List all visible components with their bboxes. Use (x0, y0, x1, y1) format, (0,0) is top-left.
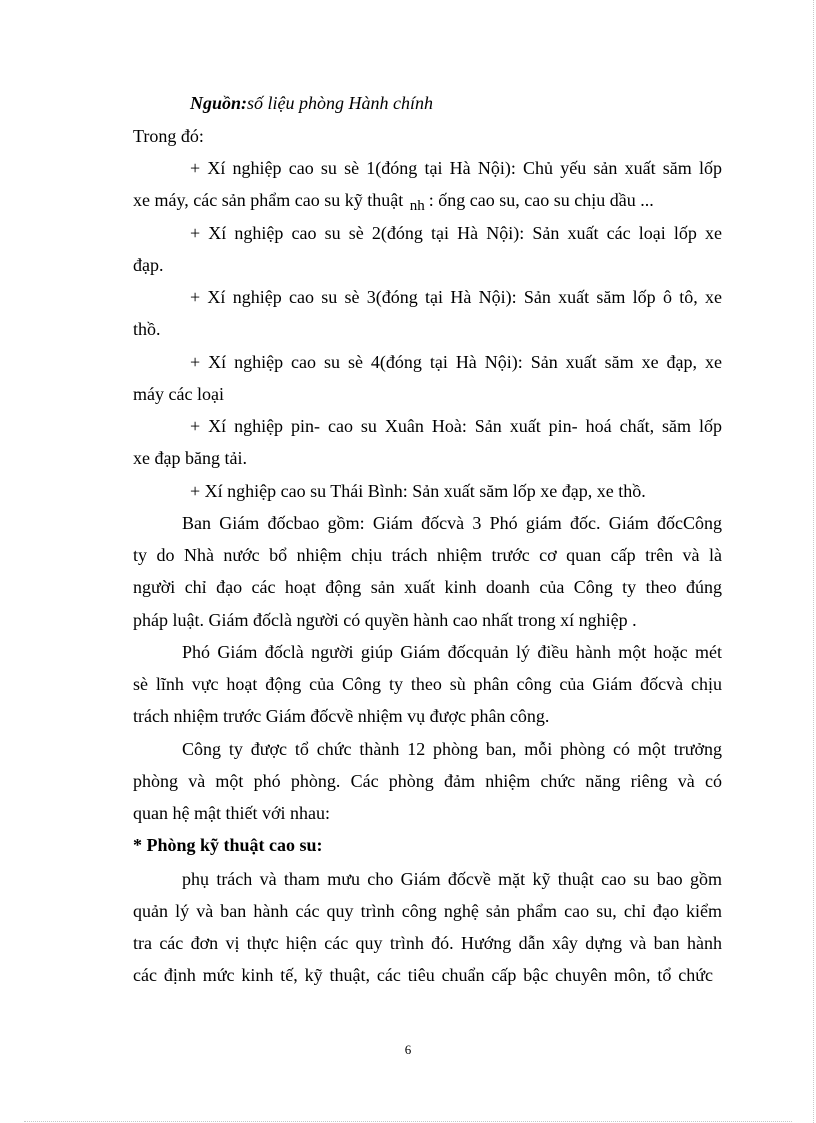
text-line: + Xí nghiệp cao su sè 3(đóng tại Hà Nội): Sản xuất săm lốp ô tô, xe (190, 287, 722, 307)
page-border-right (813, 0, 814, 1123)
text-line: + Xí nghiệp cao su sè 1(đóng tại Hà Nội): Chủ yếu sản xuất săm lốp (190, 158, 722, 178)
text-line: + Xí nghiệp pin- cao su Xuân Hoà: Sản xuất pin- hoá chất, săm lốp (190, 416, 722, 436)
text-line: trách nhiệm trước Giám đốcvề nhiệm vụ được phân công. (133, 706, 550, 726)
text-line: xe đạp băng tải. (133, 448, 247, 468)
text-line: ty do Nhà nước bổ nhiệm chịu trách nhiệm trước cơ quan cấp trên và là (133, 545, 722, 565)
source-note (190, 92, 433, 114)
text-line: quan hệ mật thiết với nhau: (133, 803, 330, 823)
text-line: các định mức kinh tế, kỹ thuật, các tiêu chuẩn cấp bậc chuyên môn, tổ chức (133, 965, 713, 985)
text-line: tra các đơn vị thực hiện các quy trình đó. Hướng dẫn xây dựng và ban hành (133, 933, 722, 953)
text-line: phòng và một phó phòng. Các phòng đảm nhiệm chức năng riêng và có (133, 771, 722, 791)
section-heading: * Phòng kỹ thuật cao su: (133, 835, 323, 855)
text-line: + Xí nghiệp cao su Thái Bình: Sản xuất săm lốp xe đạp, xe thồ. (190, 481, 646, 501)
text-line: Phó Giám đốclà người giúp Giám đốcquản lý điều hành một hoặc mét (182, 642, 722, 662)
text-line: + Xí nghiệp cao su sè 4(đóng tại Hà Nội): Sản xuất săm xe đạp, xe (190, 352, 722, 372)
text-line: quản lý và ban hành các quy trình công nghệ sản phẩm cao su, chỉ đạo kiểm (133, 901, 722, 921)
text-line: pháp luật. Giám đốclà người có quyền hành cao nhất trong xí nghiệp . (133, 610, 637, 630)
page-border-bottom (24, 1121, 792, 1122)
text-fragment: : ống cao su, cao su chịu dầu ... (428, 190, 654, 210)
page-number: 6 (404, 1042, 412, 1057)
text-line: thồ. (133, 319, 161, 339)
text-line: Ban Giám đốcbao gồm: Giám đốcvà 3 Phó giám đốc. Giám đốcCông (182, 513, 722, 533)
text-line: + Xí nghiệp cao su sè 2(đóng tại Hà Nội): Sản xuất các loại lốp xe (190, 223, 722, 243)
source-label: Nguồn: (190, 93, 248, 113)
text-line (133, 189, 654, 213)
text-line: Trong đó: (133, 126, 204, 146)
text-line: Công ty được tổ chức thành 12 phòng ban, mỗi phòng có một trưởng (182, 739, 722, 759)
text-fragment: nh (409, 198, 425, 214)
text-line: sè lĩnh vực hoạt động của Công ty theo sù phân công của Giám đốcvà chịu (133, 674, 722, 694)
text-fragment: xe máy, các sản phẩm cao su kỹ thuật (133, 190, 404, 210)
text-line: máy các loại (133, 384, 224, 404)
text-line: người chỉ đạo các hoạt động sản xuất kinh doanh của Công ty theo đúng (133, 577, 722, 597)
text-line: đạp. (133, 255, 164, 275)
text-line: phụ trách và tham mưu cho Giám đốcvề mặt kỹ thuật cao su bao gồm (182, 869, 722, 889)
source-text: số liệu phòng Hành chính (247, 93, 434, 113)
